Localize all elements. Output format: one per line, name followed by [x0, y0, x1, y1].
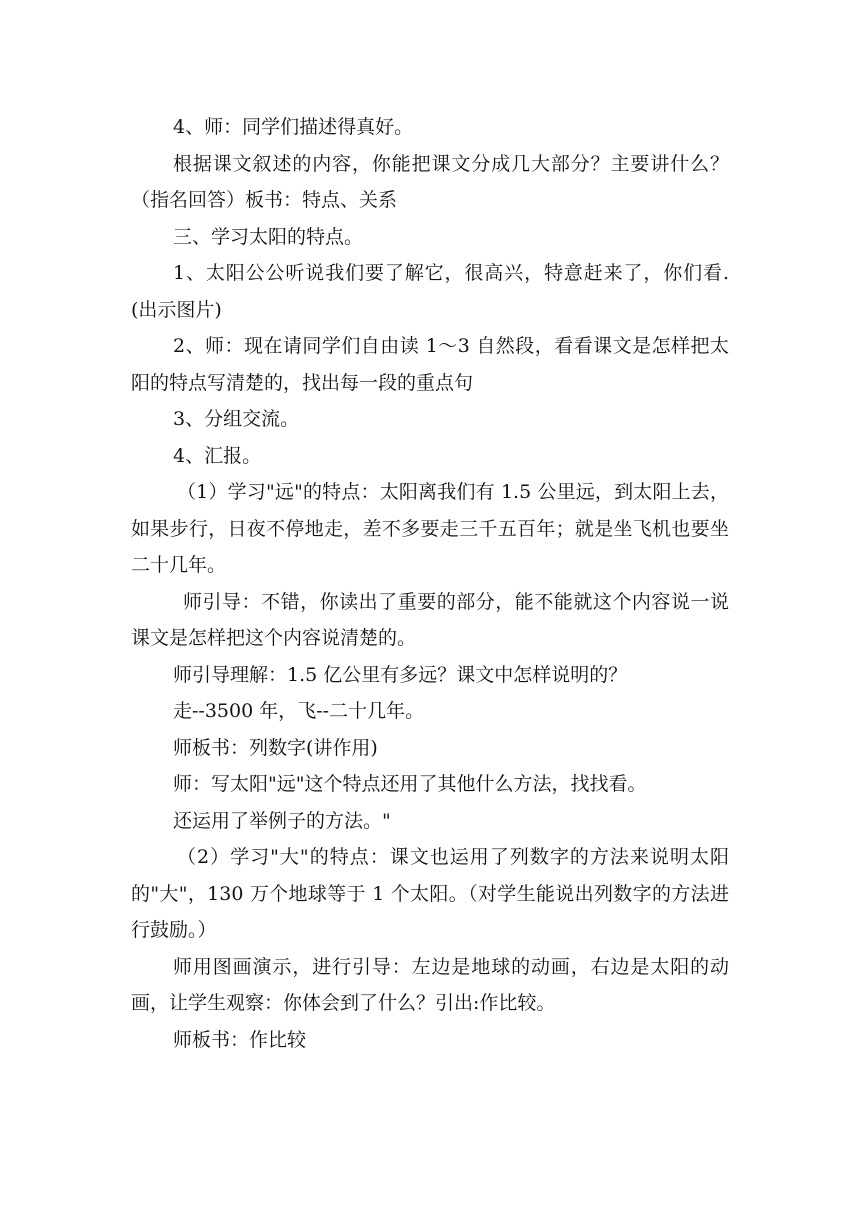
paragraph-walk-fly: 走--3500 年，飞--二十几年。	[173, 700, 425, 722]
paragraph-step-one: 1、太阳公公听说我们要了解它，很高兴，特意赶来了，你们看.(出示图片)	[131, 262, 729, 321]
paragraph-far-feature: （1）学习"远"的特点：太阳离我们有 1.5 公里远，到太阳上去，如果步行，日夜不停地走，差不多要走三千五百年；就是坐飞机也要坐二十几年。	[131, 481, 729, 576]
paragraph-section-three-heading: 三、学习太阳的特点。	[173, 225, 364, 248]
paragraph-board-list-numbers: 师板书：列数字(讲作用)	[173, 736, 378, 759]
paragraph-teacher-guidance: 师引导：不错，你读出了重要的部分，能不能就这个内容说一说课文是怎样把这个内容说清楚的。	[131, 590, 729, 649]
paragraph-step-four: 4、汇报。	[173, 444, 262, 467]
paragraph-step-three: 3、分组交流。	[173, 408, 300, 430]
paragraph-praise: 4、师：同学们描述得真好。	[173, 116, 414, 138]
document-body	[131, 109, 729, 1058]
paragraph-teacher-other-method: 师：写太阳"远"这个特点还用了其他什么方法，找找看。	[173, 773, 647, 795]
paragraph-question-divide-text: 根据课文叙述的内容，你能把课文分成几大部分？主要讲什么？（指名回答）板书：特点、关系	[131, 152, 729, 211]
paragraph-step-two: 2、师：现在请同学们自由读 1～3 自然段，看看课文是怎样把太阳的特点写清楚的，找出每一段的重点句	[131, 335, 729, 394]
paragraph-animation-demo: 师用图画演示，进行引导：左边是地球的动画，右边是太阳的动画，让学生观察：你体会到了什么？引出:作比较。	[131, 955, 729, 1014]
paragraph-board-comparison: 师板书：作比较	[173, 1028, 307, 1051]
paragraph-teacher-understanding: 师引导理解：1.5 亿公里有多远？课文中怎样说明的？	[173, 663, 628, 686]
paragraph-example-method: 还运用了举例子的方法。"	[173, 809, 391, 832]
paragraph-big-feature: （2）学习"大"的特点：课文也运用了列数字的方法来说明太阳的"大"，130 万个地球等于 1 个太阳。（对学生能说出列数字的方法进行鼓励。）	[131, 846, 729, 941]
